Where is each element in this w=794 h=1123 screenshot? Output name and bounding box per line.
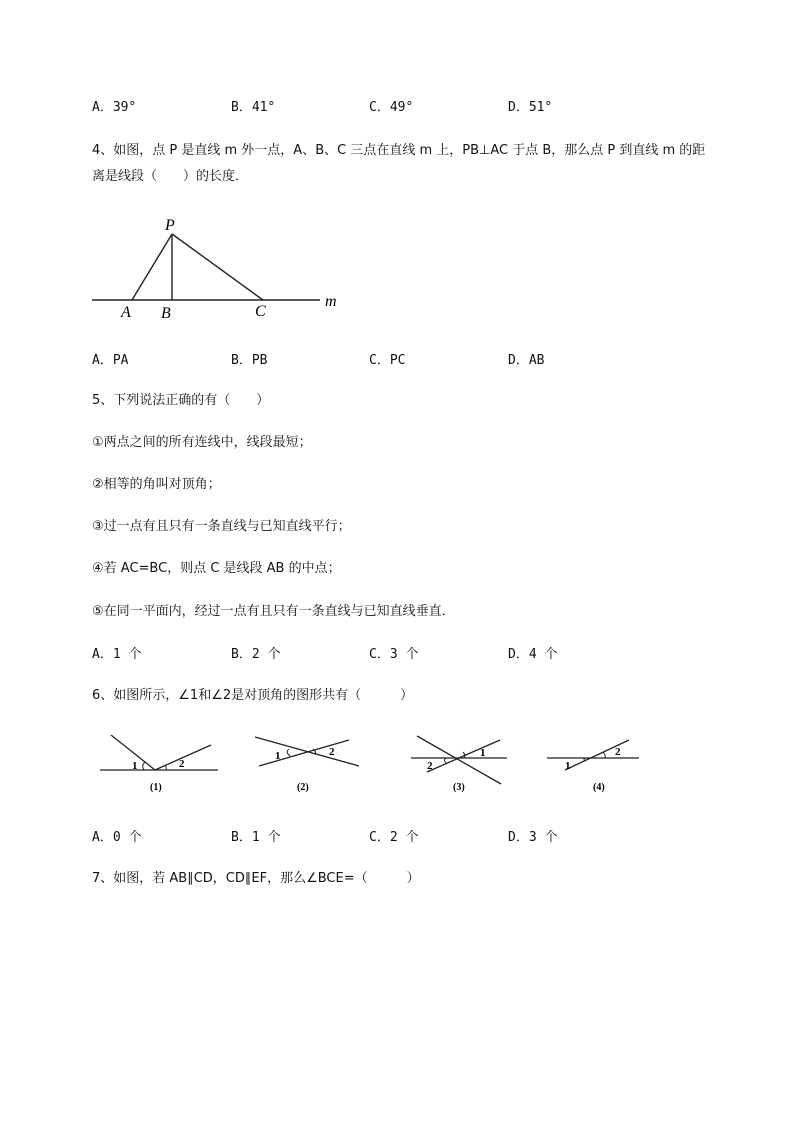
q3-option-c: C．49° bbox=[369, 100, 414, 115]
svg-text:2: 2 bbox=[179, 758, 185, 770]
q5-statement-3: ③过一点有且只有一条直线与已知直线平行； bbox=[92, 519, 351, 534]
q5-statement-1: ①两点之间的所有连线中，线段最短； bbox=[92, 435, 312, 450]
q6-option-b: B．1 个 bbox=[231, 830, 281, 845]
figure-2-caption: (2) bbox=[297, 782, 309, 793]
segment-pa bbox=[132, 234, 172, 300]
segment-pc bbox=[172, 234, 263, 300]
label-c: C bbox=[255, 303, 266, 320]
label-m: m bbox=[325, 293, 337, 310]
q6-option-d: D．3 个 bbox=[508, 830, 558, 845]
q5-stem: 5、下列说法正确的有（ ） bbox=[92, 393, 270, 408]
q5-statement-5: ⑤在同一平面内，经过一点有且只有一条直线与已知直线垂直． bbox=[92, 604, 455, 619]
q5-statement-4: ④若 AC=BC，则点 C 是线段 AB 的中点； bbox=[92, 561, 341, 576]
q5-statement-2: ②相等的角叫对顶角； bbox=[92, 477, 221, 492]
label-a: A bbox=[121, 304, 131, 321]
q5-option-c: C．3 个 bbox=[369, 647, 419, 662]
svg-text:1: 1 bbox=[132, 760, 138, 772]
q3-option-a: A．39° bbox=[92, 100, 137, 115]
svg-text:1: 1 bbox=[480, 747, 486, 759]
figure-4-caption: (4) bbox=[593, 782, 605, 793]
q6-stem: 6、如图所示，∠1和∠2是对顶角的图形共有（ ） bbox=[92, 688, 414, 703]
q6-figures bbox=[95, 728, 655, 798]
figure-3 bbox=[411, 736, 507, 793]
q4-stem-line2: 离是线段（ ）的长度． bbox=[92, 169, 249, 184]
q4-option-d: D．AB bbox=[508, 353, 545, 368]
q5-option-a: A．1 个 bbox=[92, 647, 142, 662]
q6-option-c: C．2 个 bbox=[369, 830, 419, 845]
q4-figure bbox=[85, 212, 355, 327]
q3-option-b: B．41° bbox=[231, 100, 276, 115]
q4-option-a: A．PA bbox=[92, 353, 129, 368]
svg-text:1: 1 bbox=[275, 750, 281, 762]
q6-option-a: A．0 个 bbox=[92, 830, 142, 845]
svg-text:2: 2 bbox=[329, 746, 335, 758]
figure-1-caption: (1) bbox=[150, 782, 162, 793]
q7-stem: 7、如图，若 AB∥CD，CD∥EF，那么∠BCE=（ ） bbox=[92, 871, 420, 886]
q4-option-c: C．PC bbox=[369, 353, 406, 368]
figure-2 bbox=[255, 737, 359, 793]
q5-option-d: D．4 个 bbox=[508, 647, 558, 662]
label-b: B bbox=[161, 305, 171, 322]
label-p: P bbox=[165, 217, 175, 234]
svg-text:2: 2 bbox=[427, 760, 433, 772]
q5-option-b: B．2 个 bbox=[231, 647, 281, 662]
svg-text:1: 1 bbox=[565, 760, 571, 772]
q4-stem-line1: 4、如图，点 P 是直线 m 外一点，A、B、C 三点在直线 m 上，PB⊥AC 于点 B，那么点 P 到直线 m 的距 bbox=[92, 143, 706, 158]
q4-option-b: B．PB bbox=[231, 353, 268, 368]
figure-1 bbox=[100, 735, 218, 793]
figure-3-caption: (3) bbox=[453, 782, 465, 793]
figure-4 bbox=[547, 740, 639, 793]
q3-option-d: D．51° bbox=[508, 100, 553, 115]
svg-text:2: 2 bbox=[615, 746, 621, 758]
